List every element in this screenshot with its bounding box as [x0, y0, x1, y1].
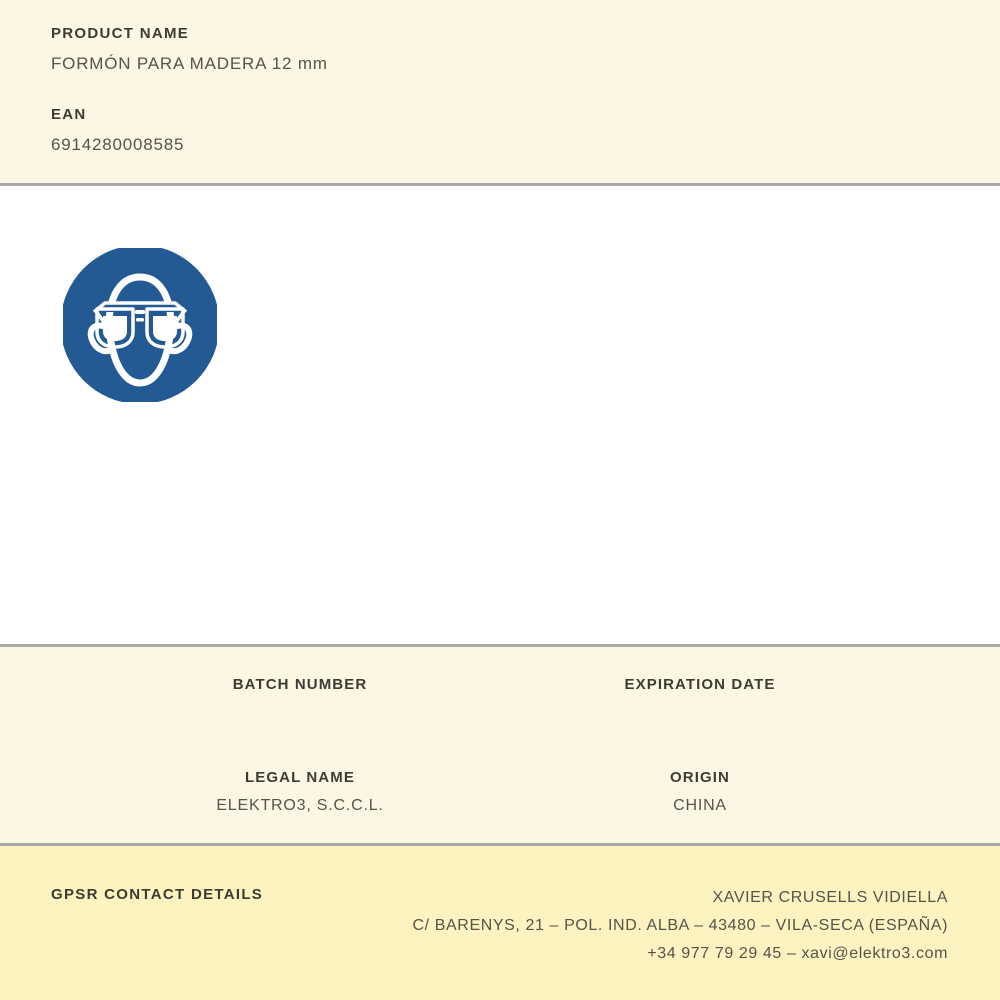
product-name-value: FORMÓN PARA MADERA 12 mm: [51, 54, 328, 73]
wear-eye-protection-svg: [63, 248, 217, 402]
ean-value: 6914280008585: [51, 135, 185, 154]
ean-field: [51, 106, 949, 155]
origin-field: [500, 769, 900, 816]
origin-label: ORIGIN: [670, 769, 730, 786]
gpsr-contact-details-label: GPSR CONTACT DETAILS: [51, 886, 264, 903]
origin-value: CHINA: [673, 797, 727, 814]
legal-name-field: [100, 769, 500, 816]
pictogram-section: [0, 186, 1000, 644]
gpsr-contact-phone-email: +34 977 79 29 45 – xavi@elektro3.com: [647, 945, 948, 962]
product-name-label: PRODUCT NAME: [51, 25, 190, 42]
gpsr-contact-name: XAVIER CRUSELLS VIDIELLA: [712, 889, 948, 906]
gpsr-contact-address: C/ BARENYS, 21 – POL. IND. ALBA – 43480 – VILA-SECA (ESPAÑA): [412, 917, 948, 934]
wear-eye-protection-icon: [63, 248, 217, 402]
legal-name-value: ELEKTRO3, S.C.C.L.: [216, 797, 384, 814]
expiration-date-field: [500, 676, 900, 723]
gpsr-contact-block: [413, 884, 949, 968]
legal-name-label: LEGAL NAME: [245, 769, 355, 786]
details-section: [0, 647, 1000, 843]
expiration-date-value: [500, 704, 900, 723]
product-name-field: [51, 25, 949, 74]
product-header-section: [0, 0, 1000, 183]
gpsr-section: [0, 846, 1000, 1000]
batch-number-field: [100, 676, 500, 723]
ean-label: EAN: [51, 106, 87, 123]
batch-number-label: BATCH NUMBER: [232, 676, 368, 693]
details-grid: [100, 676, 900, 816]
expiration-date-label: EXPIRATION DATE: [624, 676, 776, 693]
batch-number-value: [100, 704, 500, 723]
